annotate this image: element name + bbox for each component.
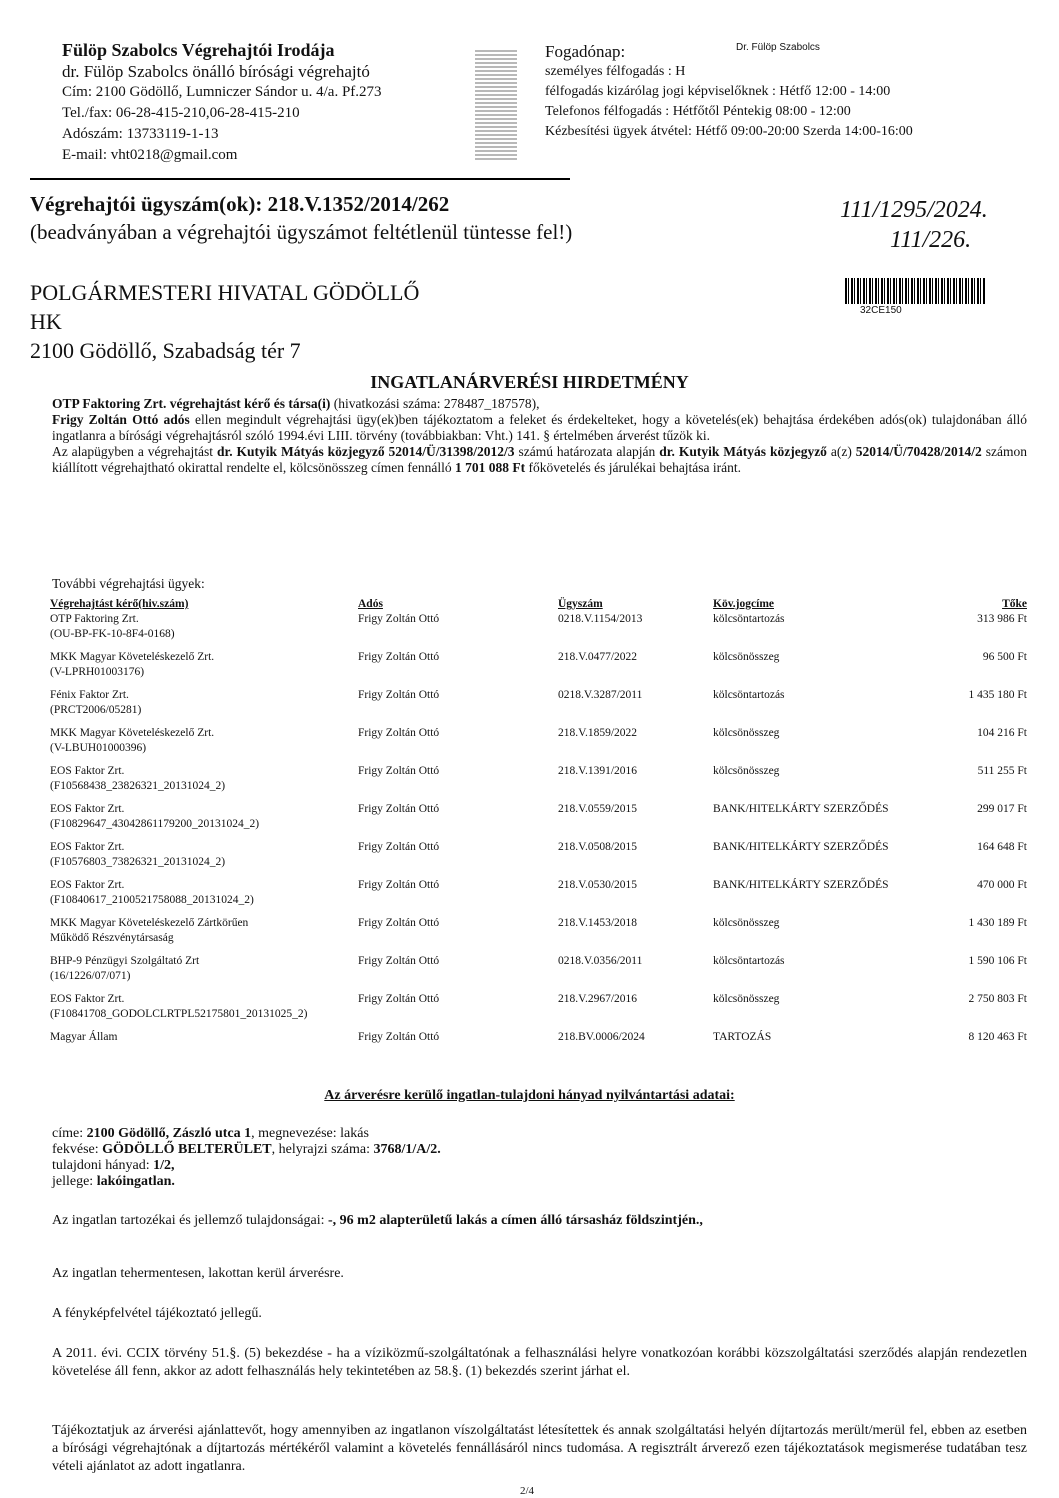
col-creditor: Végrehajtást kérő(hiv.szám) [50, 598, 189, 610]
case-number: 218.V.0508/2015 [558, 841, 638, 853]
claim-type: kölcsönösszeg [713, 993, 780, 1005]
label: tulajdoni hányad: [52, 1158, 154, 1173]
creditor-ref: (V-LBUH01000396) [50, 742, 147, 754]
principal: 8 120 463 Ft [968, 1031, 1027, 1043]
creditor-name: EOS Faktor Zrt. [50, 993, 125, 1005]
notary: dr. Kutyik Mátyás közjegyző [659, 444, 827, 459]
other-cases-table [50, 596, 1027, 1068]
intro-body: ellen megindult végrehajtási ügy(ek)ben tájékoztatom a feleket és érdekelteket, hogy a követelés(ek) behajtása érdekében adós(ok) tulajdonában álló ingatlanra a bírósági végrehajtásról szóló 1994.évi LIII. törvény (továbbiakban: Vht.) 141. § értelmében árverést tűzök ki. [52, 412, 1027, 443]
office-header [62, 40, 382, 166]
barcode-text: 32CE150 [860, 305, 902, 316]
office-email: E-mail: vht0218@gmail.com [62, 147, 238, 163]
col-debtor: Adós [358, 598, 383, 610]
cell-case [558, 612, 713, 650]
creditor-name: EOS Faktor Zrt. [50, 803, 125, 815]
claim-type: TARTOZÁS [713, 1031, 772, 1043]
creditor-ref: (F10568438_23826321_20131024_2) [50, 780, 226, 792]
cell-debtor [358, 840, 558, 878]
case-number: 218.V.1453/2018 [558, 917, 638, 929]
barcode-icon [845, 278, 985, 304]
creditor-ref: (F10840617_2100521758088_20131024_2) [50, 894, 254, 906]
creditor-ref: (F10829647_43042861179200_20131024_2) [50, 818, 260, 830]
paragraph: A fényképfelvétel tájékoztató jellegű. [52, 1306, 262, 1321]
case-number: 218.V.1391/2016 [558, 765, 638, 777]
page-number: 2/4 [520, 1485, 535, 1497]
cell-creditor [50, 688, 358, 726]
claim-type: BANK/HITELKÁRTY SZERZŐDÉS [713, 803, 889, 815]
cell-creditor [50, 764, 358, 802]
text: számú határozata alapján [514, 444, 660, 459]
principal: 313 986 Ft [977, 613, 1027, 625]
debtor: Frigy Zoltán Ottó adós [52, 412, 190, 427]
cell-claim [713, 612, 903, 650]
case-number: 0218.V.1154/2013 [558, 613, 643, 625]
cell-claim [713, 726, 903, 764]
label: címe: [52, 1126, 87, 1141]
cell-case [558, 726, 713, 764]
debtor-name: Frigy Zoltán Ottó [358, 1031, 440, 1043]
creditor-name: OTP Faktoring Zrt. [50, 613, 139, 625]
debtor-name: Frigy Zoltán Ottó [358, 955, 440, 967]
cell-principal [903, 1030, 1027, 1068]
table-row [50, 1030, 1027, 1068]
cell-debtor [358, 802, 558, 840]
cell-creditor [50, 916, 358, 954]
claim-type: kölcsönösszeg [713, 917, 780, 929]
debtor-name: Frigy Zoltán Ottó [358, 993, 440, 1005]
table-row [50, 612, 1027, 650]
label: fekvése: [52, 1142, 103, 1157]
property-section-title: Az árverésre kerülő ingatlan-tulajdoni hányad nyilvántartási adatai: [324, 1088, 735, 1103]
cell-principal [903, 802, 1027, 840]
claim-type: kölcsönösszeg [713, 765, 780, 777]
cell-claim [713, 1030, 903, 1068]
cell-claim [713, 650, 903, 688]
claim-type: kölcsönösszeg [713, 727, 780, 739]
case-note: (beadványában a végrehajtói ügyszámot feltétlenül tüntesse fel!) [30, 220, 573, 244]
reception-line: személyes félfogadás : H [545, 64, 686, 79]
cell-creditor [50, 650, 358, 688]
text: számon kiállított végrehajtható okirattal rendelte el, kölcsönösszeg címen fennálló [52, 444, 1027, 475]
property-area: GÖDÖLLŐ BELTERÜLET [102, 1142, 272, 1157]
ref-number: (hivatkozási száma: 278487_187578), [330, 396, 540, 411]
cell-principal [903, 650, 1027, 688]
case-number: 218.V.0530/2015 [558, 879, 638, 891]
handwritten-note [840, 195, 988, 255]
creditor-name: MKK Magyar Követeléskezelő Zrt. [50, 651, 215, 663]
cell-creditor [50, 878, 358, 916]
principal: 2 750 803 Ft [968, 993, 1027, 1005]
principal: 96 500 Ft [982, 651, 1027, 663]
recipient-address [30, 278, 419, 365]
debtor-name: Frigy Zoltán Ottó [358, 841, 440, 853]
cell-creditor [50, 726, 358, 764]
cell-claim [713, 688, 903, 726]
claim-type: kölcsönösszeg [713, 651, 780, 663]
creditor-ref: (F10841708_GODOLCLRTPL52175801_20131025_2) [50, 1008, 308, 1020]
debtor-name: Frigy Zoltán Ottó [358, 613, 440, 625]
table-row [50, 992, 1027, 1030]
table-row [50, 840, 1027, 878]
label: , helyrajzi száma: [271, 1142, 374, 1157]
office-name: Fülöp Szabolcs Végrehajtói Irodája [62, 40, 335, 60]
debtor-name: Frigy Zoltán Ottó [358, 689, 440, 701]
case-number: Végrehajtói ügyszám(ok): 218.V.1352/2014/262 [30, 192, 450, 216]
col-case-number: Ügyszám [558, 598, 603, 610]
cell-case [558, 878, 713, 916]
office-tax: Adószám: 13733119-1-13 [62, 126, 219, 142]
reception-title: Fogadónap: [545, 42, 626, 61]
claim-type: BANK/HITELKÁRTY SZERZŐDÉS [713, 879, 889, 891]
table-row [50, 688, 1027, 726]
reception-line: Telefonos félfogadás : Hétfőtől Péntekig 08:00 - 12:00 [545, 104, 851, 119]
principal: 1 590 106 Ft [968, 955, 1027, 967]
debtor-name: Frigy Zoltán Ottó [358, 651, 440, 663]
cell-case [558, 650, 713, 688]
cell-creditor [50, 992, 358, 1030]
label: jellege: [52, 1174, 97, 1189]
debtor-name: Frigy Zoltán Ottó [358, 803, 440, 815]
case-block [30, 190, 572, 246]
table-row [50, 650, 1027, 688]
creditor-name: Magyar Állam [50, 1031, 118, 1043]
property-character: lakóingatlan. [96, 1174, 175, 1189]
reception-hours [545, 42, 913, 142]
notary-ref: dr. Kutyik Mátyás közjegyző 52014/Ü/31398/2012/3 [216, 444, 515, 459]
coat-of-arms-icon [475, 50, 517, 160]
handwritten-line: 111/1295/2024. [840, 197, 988, 223]
intro-text [52, 396, 1027, 476]
creditor-ref: (16/1226/07/071) [50, 970, 131, 982]
cell-debtor [358, 954, 558, 992]
text: a(z) [826, 444, 856, 459]
principal-amount: 1 701 088 Ft [455, 460, 526, 475]
office-phone: Tel./fax: 06-28-415-210,06-28-415-210 [62, 105, 300, 121]
claim-type: kölcsöntartozás [713, 955, 785, 967]
cell-principal [903, 612, 1027, 650]
cell-case [558, 992, 713, 1030]
creditor-name: EOS Faktor Zrt. [50, 841, 125, 853]
creditor-name: BHP-9 Pénzügyi Szolgáltató Zrt [50, 955, 200, 967]
cell-creditor [50, 1030, 358, 1068]
cell-claim [713, 802, 903, 840]
col-principal: Tőke [1002, 598, 1027, 610]
case-number: 0218.V.3287/2011 [558, 689, 643, 701]
other-cases-title: További végrehajtási ügyek: [52, 576, 205, 591]
case-number: 218.V.2967/2016 [558, 993, 638, 1005]
cell-debtor [358, 992, 558, 1030]
cell-case [558, 688, 713, 726]
recipient-city: 2100 Gödöllő, Szabadság tér 7 [30, 338, 301, 363]
principal: 164 648 Ft [977, 841, 1027, 853]
creditor-name: Fénix Faktor Zrt. [50, 689, 129, 701]
recipient-line: HK [30, 309, 62, 334]
cell-principal [903, 688, 1027, 726]
cell-debtor [358, 688, 558, 726]
cell-claim [713, 764, 903, 802]
cell-debtor [358, 916, 558, 954]
cell-creditor [50, 802, 358, 840]
property-details [52, 1126, 441, 1190]
cell-principal [903, 764, 1027, 802]
creditor-name: EOS Faktor Zrt. [50, 765, 125, 777]
officer-name: dr. Fülöp Szabolcs önálló bírósági végrehajtó [62, 62, 370, 81]
cell-claim [713, 916, 903, 954]
cell-debtor [358, 650, 558, 688]
principal: 104 216 Ft [977, 727, 1027, 739]
cell-case [558, 840, 713, 878]
ownership-share: 1/2, [153, 1158, 175, 1173]
creditor-ref: (V-LPRH01003176) [50, 666, 145, 678]
paragraph [52, 1212, 1027, 1230]
creditor-ref: (OU-BP-FK-10-8F4-0168) [50, 628, 175, 640]
principal: 470 000 Ft [977, 879, 1027, 891]
table-row [50, 878, 1027, 916]
table-row [50, 726, 1027, 764]
creditor-ref: Működő Részvénytársaság [50, 932, 174, 944]
reception-line: Kézbesítési ügyek átvétel: Hétfő 09:00-20:00 Szerda 14:00-16:00 [545, 124, 913, 139]
case-number: 218.V.0559/2015 [558, 803, 638, 815]
table-row [50, 764, 1027, 802]
creditor-name: MKK Magyar Követeléskezelő Zártkörűen [50, 917, 249, 929]
cell-claim [713, 992, 903, 1030]
col-claim-type: Köv.jogcíme [713, 598, 774, 610]
paragraph: Az ingatlan tehermentesen, lakottan kerül árverésre. [52, 1266, 344, 1281]
creditor: OTP Faktoring Zrt. végrehajtást kérő és társa(i) [52, 396, 331, 411]
stamp-text: Dr. Fülöp Szabolcs [736, 42, 820, 53]
cell-principal [903, 726, 1027, 764]
cell-debtor [358, 764, 558, 802]
cell-debtor [358, 1030, 558, 1068]
cell-principal [903, 840, 1027, 878]
cell-case [558, 916, 713, 954]
property-features: -, 96 m2 alapterületű lakás a címen álló társasház földszintjén., [328, 1213, 703, 1228]
creditor-name: MKK Magyar Követeléskezelő Zrt. [50, 727, 215, 739]
table-row [50, 916, 1027, 954]
table-row [50, 802, 1027, 840]
creditor-ref: (F10576803_73826321_20131024_2) [50, 856, 226, 868]
principal: 299 017 Ft [977, 803, 1027, 815]
debtor-name: Frigy Zoltán Ottó [358, 917, 440, 929]
paragraph: A 2011. évi. CCIX törvény 51.§. (5) bekezdése - ha a víziközmű-szolgáltatónak a felhasználási helyre vonatkozóan korábbi közszolgáltatási szerződés alapján rendezetlen követelése áll fenn, akkor az adott felhasználás hely tekintetében az 58.§. (1) bekezdés szerint járhat el. [52, 1346, 1027, 1379]
cell-principal [903, 916, 1027, 954]
cell-claim [713, 954, 903, 992]
text: főkövetelés és járulékai behajtása iránt. [525, 460, 742, 475]
case-number: 0218.V.0356/2011 [558, 955, 643, 967]
case-number: 218.V.1859/2022 [558, 727, 638, 739]
creditor-ref: (PRCT2006/05281) [50, 704, 142, 716]
cell-case [558, 954, 713, 992]
debtor-name: Frigy Zoltán Ottó [358, 765, 440, 777]
document-title: INGATLANÁRVERÉSI HIRDETMÉNY [370, 372, 689, 392]
cell-case [558, 764, 713, 802]
cell-debtor [358, 726, 558, 764]
text: Az ingatlan tartozékai és jellemző tulajdonságai: [52, 1213, 329, 1228]
cell-claim [713, 840, 903, 878]
cell-creditor [50, 612, 358, 650]
principal: 511 255 Ft [977, 765, 1027, 777]
claim-type: kölcsöntartozás [713, 613, 785, 625]
property-address: 2100 Gödöllő, Zászló utca 1 [86, 1126, 252, 1141]
office-address: Cím: 2100 Gödöllő, Lumniczer Sándor u. 4/a. Pf.273 [62, 84, 382, 100]
case-number: 218.BV.0006/2024 [558, 1031, 645, 1043]
parcel-number: 3768/1/A/2. [373, 1142, 441, 1157]
handwritten-line: 111/226. [890, 227, 972, 253]
recipient-name: POLGÁRMESTERI HIVATAL GÖDÖLLŐ [30, 280, 420, 305]
property-type: , megnevezése: lakás [251, 1126, 369, 1141]
cell-principal [903, 954, 1027, 992]
reception-line: félfogadás kizárólag jogi képviselőknek : Hétfő 12:00 - 14:00 [545, 84, 891, 99]
claim-type: kölcsöntartozás [713, 689, 785, 701]
paragraph: Tájékoztatjuk az árverési ajánlattevőt, hogy amennyiben az ingatlanon víszolgáltatást létesítettek és annak szolgáltatási helyén díjtartozás merült/merül fel, ebben az esetben a bírósági végrehajtónak a díjtartozás mértékéről valamint a követelés fennállásáról nincs tudomása. A regisztrált árverező ezen tájékoztatások megismerése tudatában tesz vételi ajánlatot az adott ingatlanra. [52, 1423, 1027, 1474]
cell-claim [713, 878, 903, 916]
cell-debtor [358, 612, 558, 650]
cell-case [558, 1030, 713, 1068]
table-row [50, 954, 1027, 992]
cell-creditor [50, 954, 358, 992]
cell-principal [903, 878, 1027, 916]
cell-principal [903, 992, 1027, 1030]
debtor-name: Frigy Zoltán Ottó [358, 727, 440, 739]
creditor-name: EOS Faktor Zrt. [50, 879, 125, 891]
divider [30, 178, 570, 180]
deed-ref: 52014/Ü/70428/2014/2 [855, 444, 982, 459]
cell-debtor [358, 878, 558, 916]
principal: 1 430 189 Ft [968, 917, 1027, 929]
claim-type: BANK/HITELKÁRTY SZERZŐDÉS [713, 841, 889, 853]
case-number: 218.V.0477/2022 [558, 651, 638, 663]
principal: 1 435 180 Ft [968, 689, 1027, 701]
debtor-name: Frigy Zoltán Ottó [358, 879, 440, 891]
cell-creditor [50, 840, 358, 878]
text: Az alapügyben a végrehajtást [52, 444, 217, 459]
cell-case [558, 802, 713, 840]
